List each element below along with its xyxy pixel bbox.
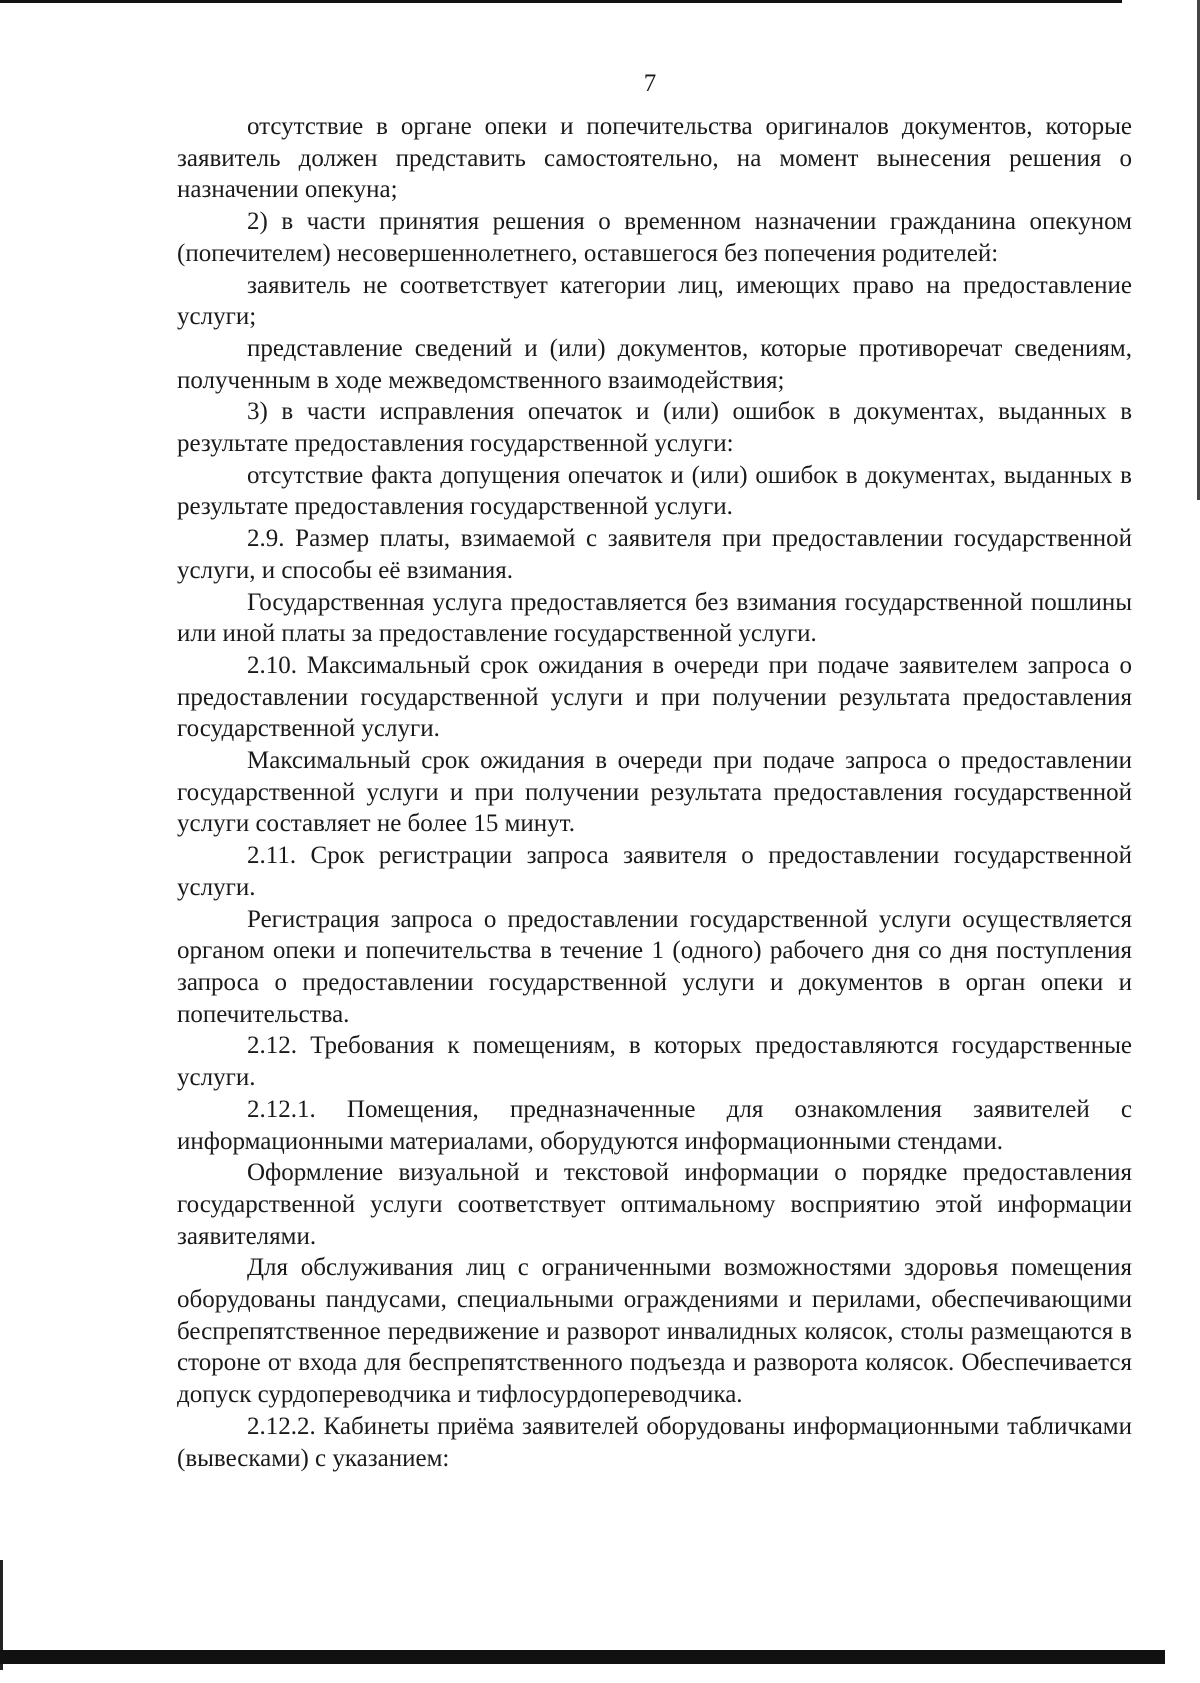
paragraph: отсутствие в органе опеки и попечительства оригиналов документов, которые заявитель должен представить самостоятельно, на момент вынесения решения о назначении опекуна; xyxy=(177,113,1132,204)
paragraph: 3) в части исправления опечаток и (или) ошибок в документах, выданных в результате предоставления государственной услуги: xyxy=(177,398,1132,458)
document-body xyxy=(177,111,1132,1474)
paragraph: Максимальный срок ожидания в очереди при подаче запроса о предоставлении государственной услуги и при получении результата предоставления государственной услуги составляет не более 15 минут. xyxy=(177,747,1132,838)
paragraph: Регистрация запроса о предоставлении государственной услуги осуществляется органом опеки и попечительства в течение 1 (одного) рабочего дня со дня поступления запроса о предоставлении государственной услуги и документов в орган опеки и попечительства. xyxy=(177,905,1132,1028)
paragraph: 2) в части принятия решения о временном назначении гражданина опекуном (попечителем) несовершеннолетнего, оставшегося без попечения родителей: xyxy=(177,208,1132,267)
section-heading-2-12-1: 2.12.1. Помещения, предназначенные для ознакомления заявителей с информационными материалами, оборудуются информационными стендами. xyxy=(177,1095,1132,1155)
scan-border-bottom xyxy=(0,1650,1165,1664)
paragraph: отсутствие факта допущения опечаток и (или) ошибок в документах, выданных в результате предоставления государственной услуги. xyxy=(177,461,1132,521)
section-heading-2-11: 2.11. Срок регистрации запроса заявителя о предоставлении государственной услуги. xyxy=(177,842,1132,901)
paragraph: Для обслуживания лиц с ограниченными возможностями здоровья помещения оборудованы пандусами, специальными ограждениями и перилами, обеспечивающими беспрепятственное передвижение и разворот инвалидных колясок, столы размещаются в стороне от входа для беспрепятственного подъезда и разворота колясок. Обеспечивается допуск сурдопереводчика и тифлосурдопереводчика. xyxy=(177,1254,1132,1409)
section-heading-2-10: 2.10. Максимальный срок ожидания в очереди при подаче заявителем запроса о предоставлении государственной услуги и при получении результата предоставления государственной услуги. xyxy=(177,651,1132,743)
paragraph: Государственная услуга предоставляется без взимания государственной пошлины или иной платы за предоставление государственной услуги. xyxy=(177,588,1132,648)
scan-border-top xyxy=(0,0,1122,3)
page-number: 7 xyxy=(643,70,657,97)
paragraph: заявитель не соответствует категории лиц, имеющих право на предоставление услуги; xyxy=(177,271,1132,331)
paragraph: Оформление визуальной и текстовой информации о порядке предоставления государственной услуги соответствует оптимальному восприятию этой информации заявителями. xyxy=(177,1159,1132,1250)
section-heading-2-9: 2.9. Размер платы, взимаемой с заявителя при предоставлении государственной услуги, и способы её взимания. xyxy=(177,525,1132,584)
paragraph: представление сведений и (или) документов, которые противоречат сведениям, полученным в ходе межведомственного взаимодействия; xyxy=(177,334,1132,394)
section-heading-2-12-2: 2.12.2. Кабинеты приёма заявителей оборудованы информационными табличками (вывесками) с указанием: xyxy=(177,1412,1132,1472)
section-heading-2-12: 2.12. Требования к помещениям, в которых предоставляются государственные услуги. xyxy=(177,1032,1132,1092)
